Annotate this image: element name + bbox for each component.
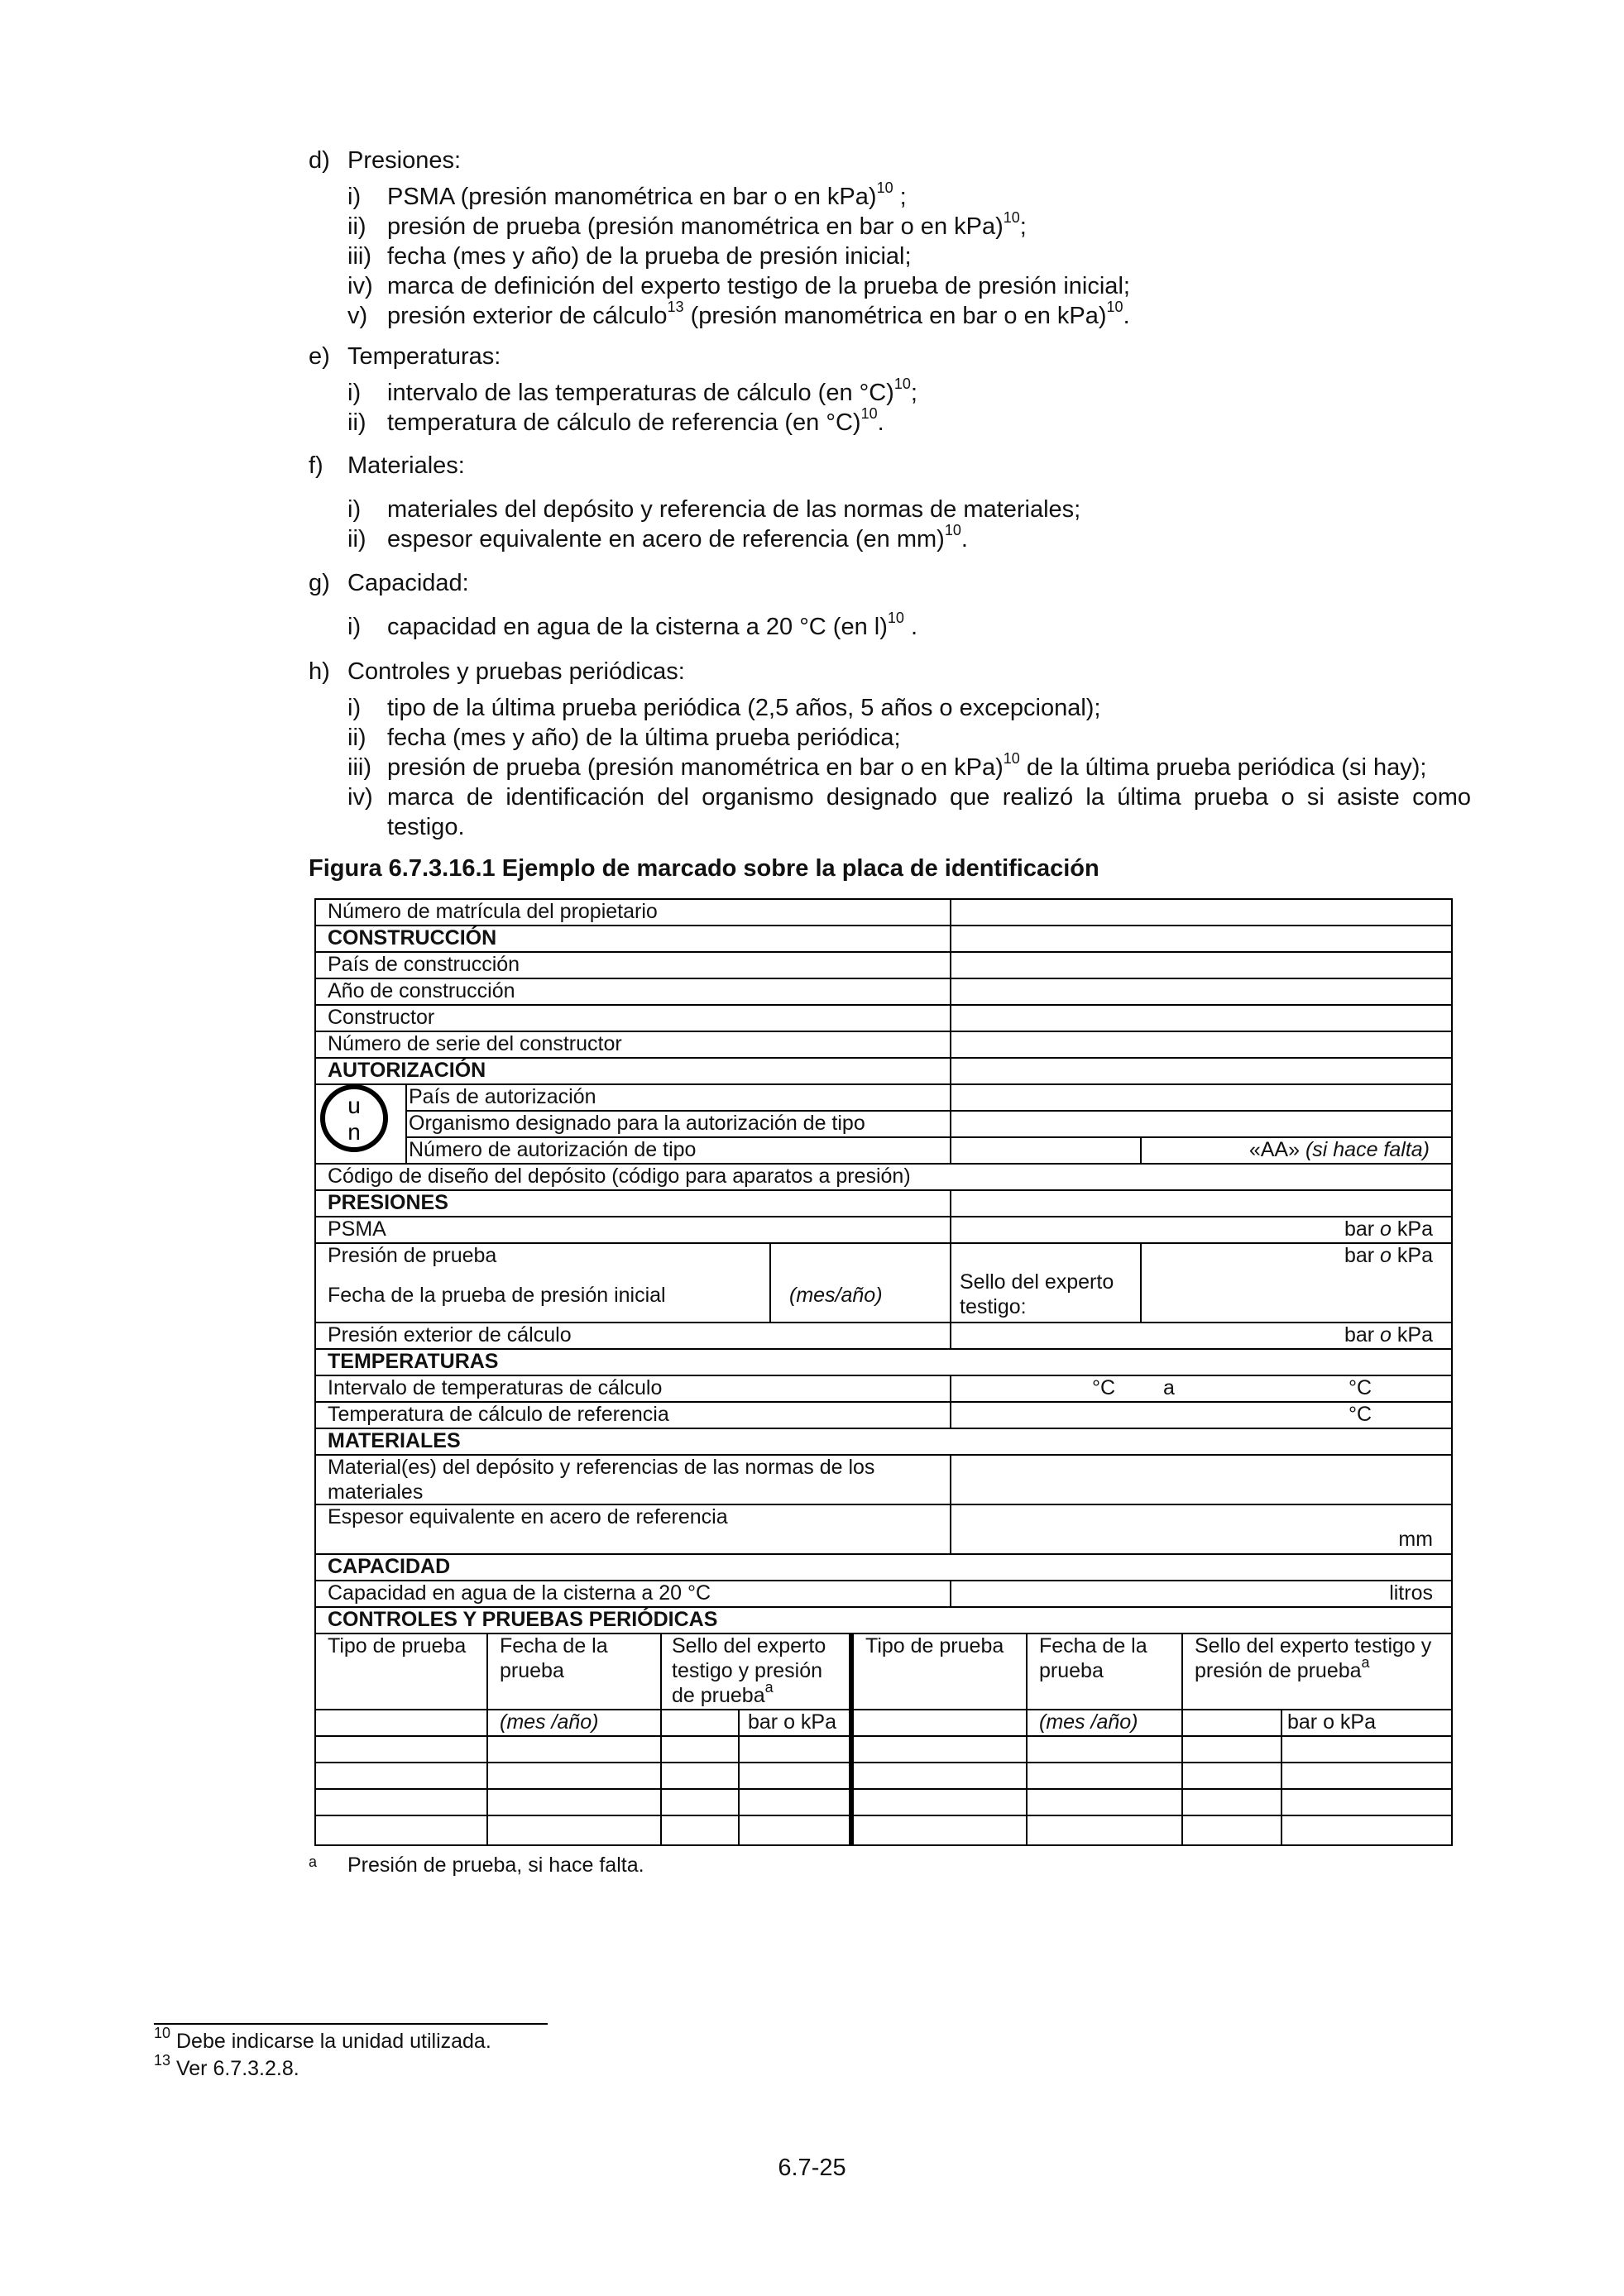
cell-seal-expert: Sello del experto testigo:	[960, 1270, 1114, 1318]
list-subitem-marker: i)	[347, 614, 362, 640]
list-marker-d: d)	[309, 147, 330, 174]
cell-type-approval-number: Número de autorización de tipo	[409, 1138, 697, 1161]
col-header-test-type: Tipo de prueba	[865, 1634, 1004, 1657]
list-marker-g: g)	[309, 570, 330, 596]
heading-materials: MATERIALES	[328, 1429, 461, 1452]
list-subitem-marker: iv)	[347, 784, 373, 811]
list-subitem: presión de prueba (presión manométrica en bar o en kPa)$^{10}$ de la última prueba periódica (si hay);	[387, 750, 1427, 781]
unit-deg-c: °C	[1349, 1403, 1372, 1426]
footnote-separator	[154, 2023, 548, 2025]
unit-deg-c: °C	[1349, 1376, 1372, 1399]
cell-design-code: Código de diseño del depósito (código para aparatos a presión)	[328, 1165, 911, 1188]
cell-owner-registration: Número de matrícula del propietario	[328, 900, 658, 923]
page-number: 6.7-25	[778, 2155, 846, 2181]
list-subitem: intervalo de las temperaturas de cálculo (en °C)$^{10}$;	[387, 375, 917, 406]
cell-serial-number: Número de serie del constructor	[328, 1032, 622, 1055]
list-subitem-marker: iv)	[347, 273, 373, 299]
list-subitem: capacidad en agua de la cisterna a 20 °C (en l)$^{10}$ .	[387, 610, 918, 640]
col-header-seal-pressure: Sello del experto testigo y presión de prueba$^a$	[672, 1634, 826, 1707]
section-title-capacidad: Capacidad:	[347, 570, 469, 596]
figure-title: Figura 6.7.3.16.1 Ejemplo de marcado sobre la placa de identificación	[309, 855, 1099, 882]
cell-mes-ano: (mes /año)	[1039, 1710, 1138, 1734]
section-title-controles: Controles y pruebas periódicas:	[347, 658, 685, 685]
un-symbol-icon	[319, 1083, 389, 1153]
list-marker-f: f)	[309, 452, 323, 479]
cell-mes-ano: (mes /año)	[500, 1710, 599, 1734]
list-subitem-marker: i)	[347, 496, 362, 523]
footnote: $^{10}$ Debe indicarse la unidad utilizada.	[154, 2024, 491, 2053]
heading-periodic-tests: CONTROLES Y PRUEBAS PERIÓDICAS	[328, 1608, 718, 1631]
list-subitem: fecha (mes y año) de la prueba de presión inicial;	[387, 243, 912, 270]
col-header-test-type: Tipo de prueba	[328, 1634, 467, 1657]
unit-mm: mm	[1398, 1528, 1433, 1551]
cell-reference-temperature: Temperatura de cálculo de referencia	[328, 1403, 669, 1426]
list-subitem: presión de prueba (presión manométrica en bar o en kPa)$^{10}$;	[387, 209, 1027, 240]
cell-water-capacity: Capacidad en agua de la cisterna a 20 °C	[328, 1581, 711, 1605]
cell-aa-note: «AA» (si hace falta)	[1248, 1138, 1430, 1161]
unit-bar-o-kpa: bar o kPa	[1344, 1217, 1433, 1241]
list-subitem-marker: ii)	[347, 725, 366, 751]
list-subitem-marker: v)	[347, 303, 368, 329]
col-header-test-date: Fecha de la prueba	[1039, 1634, 1147, 1682]
footnote: $^{13}$ Ver 6.7.3.2.8.	[154, 2051, 299, 2080]
cell-materials-description: Material(es) del depósito y referencias de las normas de los materiales	[328, 1456, 875, 1504]
section-title-presiones: Presiones:	[347, 147, 462, 174]
cell-country-authorization: País de autorización	[409, 1085, 596, 1108]
cell-equivalent-thickness: Espesor equivalente en acero de referencia	[328, 1505, 728, 1528]
list-subitem-marker: ii)	[347, 526, 366, 552]
heading-pressures: PRESIONES	[328, 1191, 448, 1214]
cell-designated-body: Organismo designado para la autorización de tipo	[409, 1112, 865, 1135]
cell-bar-o-kpa: bar o kPa	[748, 1710, 837, 1734]
list-subitem: presión exterior de cálculo$^{13}$ (presión manométrica en bar o en kPa)$^{10}$.	[387, 299, 1130, 329]
cell-external-pressure: Presión exterior de cálculo	[328, 1323, 572, 1347]
list-subitem-marker: i)	[347, 184, 362, 210]
unit-deg-c: °C	[1092, 1376, 1116, 1399]
heading-capacity: CAPACIDAD	[328, 1555, 451, 1578]
list-subitem: marca de definición del experto testigo de la prueba de presión inicial;	[387, 273, 1130, 299]
unit-bar-o-kpa: bar o kPa	[1344, 1244, 1433, 1267]
table-note-text: Presión de prueba, si hace falta.	[347, 1854, 644, 1877]
list-subitem: fecha (mes y año) de la última prueba periódica;	[387, 725, 901, 751]
cell-test-pressure: Presión de prueba	[328, 1244, 497, 1267]
col-header-test-date: Fecha de la prueba	[500, 1634, 608, 1682]
cell-year-construction: Año de construcción	[328, 979, 515, 1002]
list-subitem: tipo de la última prueba periódica (2,5 años, 5 años o excepcional);	[387, 695, 1101, 721]
list-subitem-marker: ii)	[347, 213, 366, 240]
svg-text:n: n	[347, 1119, 361, 1145]
heading-construction: CONSTRUCCIÓN	[328, 926, 497, 949]
list-marker-h: h)	[309, 658, 330, 685]
list-subitem-marker: i)	[347, 380, 362, 406]
text-a: a	[1163, 1376, 1175, 1399]
list-subitem-marker: ii)	[347, 409, 366, 436]
section-title-materiales: Materiales:	[347, 452, 465, 479]
cell-temperature-range: Intervalo de temperaturas de cálculo	[328, 1376, 663, 1399]
list-subitem: temperatura de cálculo de referencia (en °C)$^{10}$.	[387, 405, 884, 436]
heading-temperatures: TEMPERATURAS	[328, 1350, 499, 1373]
cell-month-year: (mes/año)	[789, 1284, 883, 1307]
unit-bar-o-kpa: bar o kPa	[1344, 1323, 1433, 1347]
cell-initial-test-date: Fecha de la prueba de presión inicial	[328, 1284, 666, 1307]
svg-text:u: u	[347, 1093, 361, 1118]
list-subitem-marker: iii)	[347, 754, 371, 781]
list-subitem-marker: i)	[347, 695, 362, 721]
cell-manufacturer: Constructor	[328, 1006, 435, 1029]
unit-liters: litros	[1389, 1581, 1433, 1605]
list-subitem: materiales del depósito y referencia de las normas de materiales;	[387, 496, 1081, 523]
list-subitem-marker: iii)	[347, 243, 371, 270]
list-marker-e: e)	[309, 343, 330, 370]
list-subitem: PSMA (presión manométrica en bar o en kPa)$^{10}$ ;	[387, 179, 907, 210]
list-subitem: espesor equivalente en acero de referencia (en mm)$^{10}$.	[387, 522, 968, 552]
col-header-seal-pressure: Sello del experto testigo y presión de prueba$^a$	[1195, 1634, 1432, 1682]
cell-psma: PSMA	[328, 1217, 386, 1241]
list-subitem: marca de identificación del organismo designado que realizó la última prueba o si asiste como testigo.	[387, 784, 1471, 840]
section-title-temperaturas: Temperaturas:	[347, 343, 501, 370]
cell-bar-o-kpa: bar o kPa	[1287, 1710, 1377, 1734]
heading-authorization: AUTORIZACIÓN	[328, 1059, 486, 1082]
cell-country-construction: País de construcción	[328, 953, 520, 976]
table-note-marker: a	[309, 1854, 318, 1870]
